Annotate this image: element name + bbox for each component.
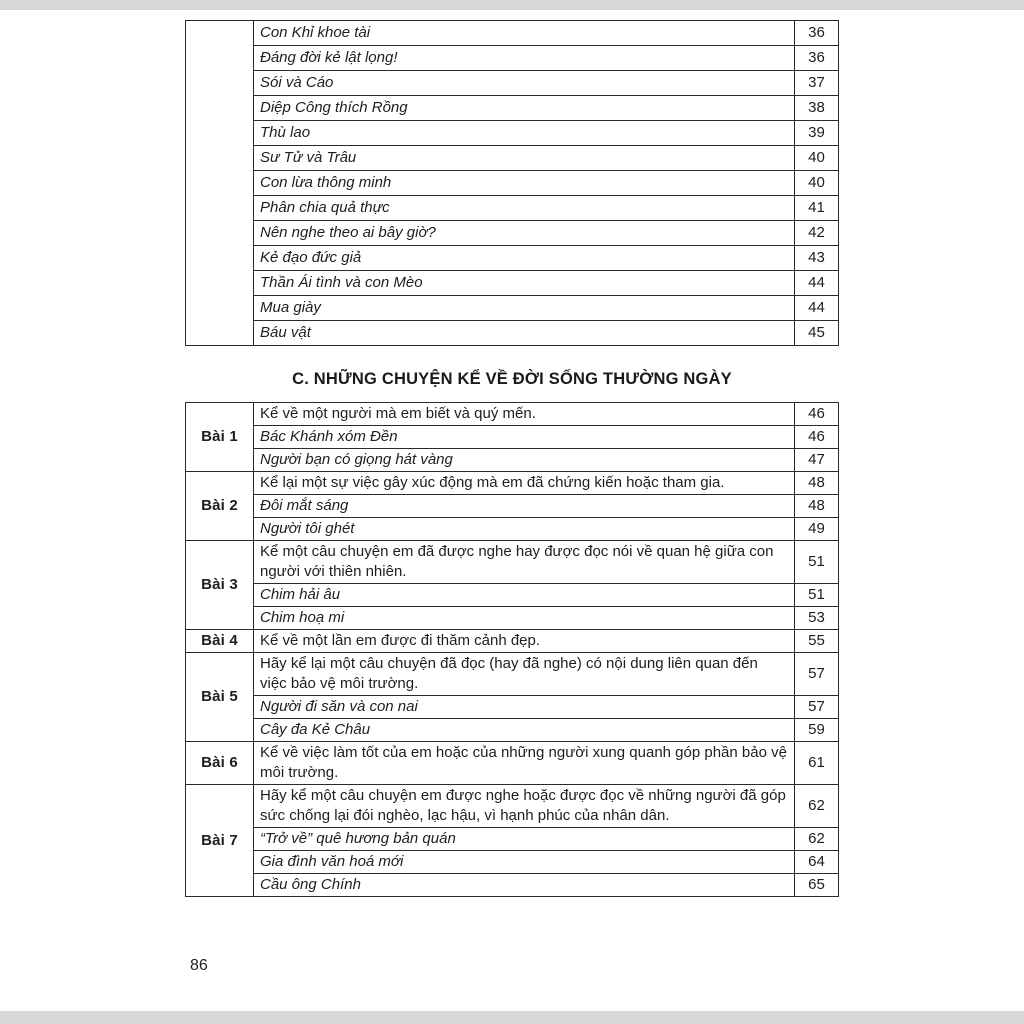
story-page-number: 42 [795,221,839,246]
story-row [186,321,839,346]
lesson-row [186,742,839,785]
lesson-label: Bài 7 [186,785,254,897]
story-page-number: 36 [795,21,839,46]
story-title: Thù lao [254,121,795,146]
lesson-page-number: 49 [795,518,839,541]
story-row [186,221,839,246]
assignment-text: Kể một câu chuyện em đã được nghe hay được đọc nói về quan hệ giữa con người với thiên nhiên. [254,541,795,584]
story-title: Sư Tử và Trâu [254,146,795,171]
story-page-number: 44 [795,271,839,296]
lesson-label: Bài 1 [186,403,254,472]
assignment-text: Hãy kể một câu chuyện em được nghe hoặc được đọc về những người đã góp sức chống lại đói nghèo, lạc hậu, vì hạnh phúc của nhân dân. [254,785,795,828]
lesson-page-number: 57 [795,653,839,696]
toc-content [185,20,839,897]
lessons-table-body [186,403,839,897]
story-title: Con Khỉ khoe tài [254,21,795,46]
lesson-page-number: 65 [795,874,839,897]
story-title: Đáng đời kẻ lật lọng! [254,46,795,71]
footer-page-number: 86 [190,957,208,974]
lesson-row [186,472,839,495]
lesson-row [186,785,839,828]
lesson-row [186,653,839,696]
story-title: Sói và Cáo [254,71,795,96]
story-page-number: 36 [795,46,839,71]
lesson-page-number: 48 [795,495,839,518]
story-title: Phân chia quả thực [254,196,795,221]
stories-toc-table [185,20,839,346]
lesson-label: Bài 2 [186,472,254,541]
story-title: Cầu ông Chính [254,874,795,897]
story-row [186,121,839,146]
lesson-row [186,630,839,653]
lesson-page-number: 51 [795,584,839,607]
lesson-page-number: 55 [795,630,839,653]
lesson-row [186,874,839,897]
story-page-number: 39 [795,121,839,146]
lesson-row [186,449,839,472]
story-title: Người tôi ghét [254,518,795,541]
story-page-number: 41 [795,196,839,221]
story-page-number: 40 [795,146,839,171]
story-title: Người đi săn và con nai [254,696,795,719]
story-page-number: 43 [795,246,839,271]
section-heading: C. NHỮNG CHUYỆN KỂ VỀ ĐỜI SỐNG THƯỜNG NGÀY [292,370,732,388]
story-page-number: 45 [795,321,839,346]
story-title: Thần Ái tình và con Mèo [254,271,795,296]
story-row [186,196,839,221]
story-title: Bác Khánh xóm Đền [254,426,795,449]
story-title: Gia đình văn hoá mới [254,851,795,874]
story-row [186,146,839,171]
lesson-page-number: 61 [795,742,839,785]
lessons-toc-table [185,402,839,897]
story-row [186,96,839,121]
lesson-row [186,403,839,426]
assignment-text: Kể về một người mà em biết và quý mến. [254,403,795,426]
story-row [186,71,839,96]
lesson-row [186,495,839,518]
lesson-row [186,696,839,719]
story-title: Chim hoạ mi [254,607,795,630]
story-page-number: 44 [795,296,839,321]
story-page-number: 37 [795,71,839,96]
story-title: Đôi mắt sáng [254,495,795,518]
lesson-label: Bài 5 [186,653,254,742]
lesson-page-number: 53 [795,607,839,630]
scan-edge-top [0,0,1024,10]
story-row [186,171,839,196]
story-row [186,296,839,321]
assignment-text: Kể về việc làm tốt của em hoặc của những người xung quanh góp phần bảo vệ môi trường. [254,742,795,785]
story-title: Kẻ đạo đức giả [254,246,795,271]
lesson-row [186,607,839,630]
story-title: Diệp Công thích Rồng [254,96,795,121]
lesson-page-number: 64 [795,851,839,874]
story-page-number: 38 [795,96,839,121]
story-title: Cây đa Kẻ Châu [254,719,795,742]
lesson-row [186,851,839,874]
assignment-text: Kể lại một sự việc gây xúc động mà em đã chứng kiến hoặc tham gia. [254,472,795,495]
assignment-text: Hãy kể lại một câu chuyện đã đọc (hay đã nghe) có nội dung liên quan đến việc bảo vệ môi trường. [254,653,795,696]
lesson-label: Bài 4 [186,630,254,653]
story-title: Báu vật [254,321,795,346]
empty-label-cell [186,21,254,346]
story-title: Chim hải âu [254,584,795,607]
lesson-page-number: 46 [795,403,839,426]
lesson-page-number: 59 [795,719,839,742]
lesson-row [186,518,839,541]
lesson-page-number: 62 [795,828,839,851]
lesson-row [186,828,839,851]
lesson-page-number: 47 [795,449,839,472]
story-row [186,246,839,271]
lesson-row [186,541,839,584]
stories-table-body [186,21,839,346]
story-row [186,21,839,46]
story-row [186,271,839,296]
story-title: “Trở về” quê hương bản quán [254,828,795,851]
lesson-page-number: 46 [795,426,839,449]
lesson-page-number: 51 [795,541,839,584]
lesson-label: Bài 6 [186,742,254,785]
story-row [186,46,839,71]
scan-edge-bottom [0,1011,1024,1024]
lesson-row [186,719,839,742]
story-title: Con lừa thông minh [254,171,795,196]
lesson-row [186,584,839,607]
lesson-page-number: 57 [795,696,839,719]
lesson-row [186,426,839,449]
story-title: Người bạn có giọng hát vàng [254,449,795,472]
lesson-page-number: 62 [795,785,839,828]
story-page-number: 40 [795,171,839,196]
lesson-page-number: 48 [795,472,839,495]
story-title: Nên nghe theo ai bây giờ? [254,221,795,246]
lesson-label: Bài 3 [186,541,254,630]
story-title: Mua giày [254,296,795,321]
assignment-text: Kể về một lần em được đi thăm cảnh đẹp. [254,630,795,653]
